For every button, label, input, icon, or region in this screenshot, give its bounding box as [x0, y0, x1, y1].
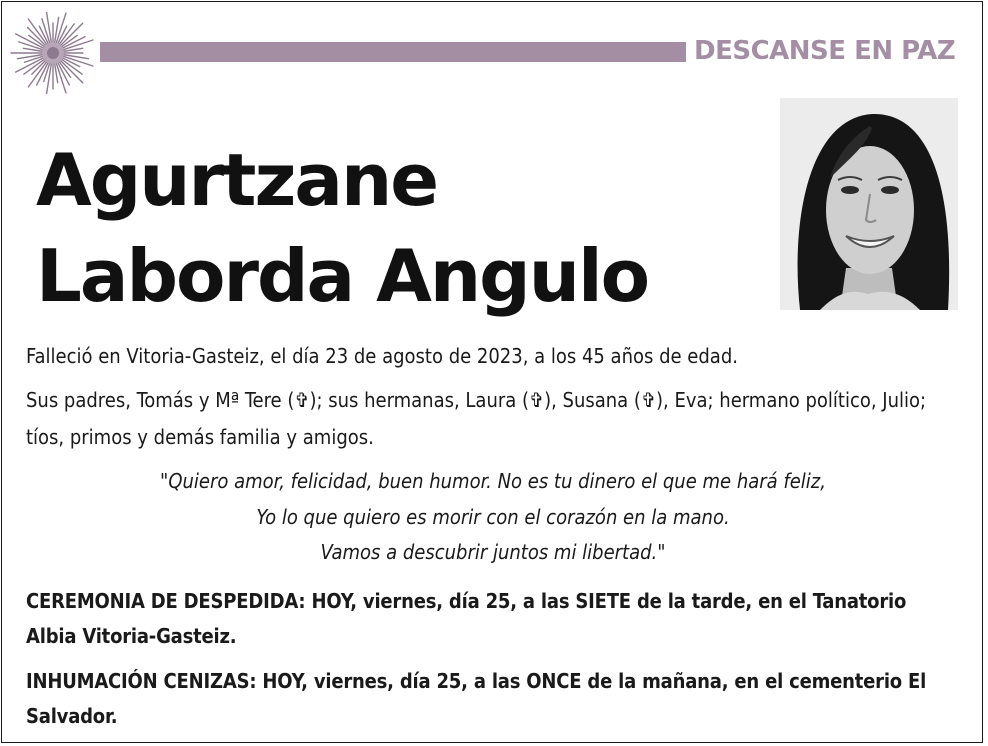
quote-line-3: Vamos a descubrir juntos mi libertad." — [320, 540, 666, 564]
memorial-quote — [2, 464, 983, 571]
ceremony-details: CEREMONIA DE DESPEDIDA: HOY, viernes, día 25, a las SIETE de la tarde, en el Tanatorio Albia Vitoria-Gasteiz. — [26, 589, 907, 648]
deceased-name — [36, 132, 648, 324]
header-bar — [100, 42, 686, 62]
portrait-photo — [780, 98, 958, 310]
deceased-first-name: Agurtzane — [36, 138, 438, 222]
header-label: DESCANSE EN PAZ — [694, 36, 956, 66]
obituary-card — [1, 1, 983, 743]
family-list: Sus padres, Tomás y Mª Tere (✞); sus hermanas, Laura (✞), Susana (✞), Eva; hermano político, Julio; tíos, primos y demás familia y amigos. — [26, 388, 927, 449]
quote-line-1: "Quiero amor, felicidad, buen humor. No es tu dinero el que me hará feliz, — [160, 469, 826, 493]
deceased-surnames: Laborda Angulo — [36, 234, 649, 318]
death-notice: Falleció en Vitoria-Gasteiz, el día 23 de agosto de 2023, a los 45 años de edad. — [26, 344, 738, 368]
quote-line-2: Yo lo que quiero es morir con el corazón en la mano. — [256, 504, 730, 529]
burial-details: INHUMACIÓN CENIZAS: HOY, viernes, día 25, a las ONCE de la mañana, en el cementerio El Salvador. — [26, 669, 927, 728]
flower-ornament-icon — [10, 12, 96, 94]
